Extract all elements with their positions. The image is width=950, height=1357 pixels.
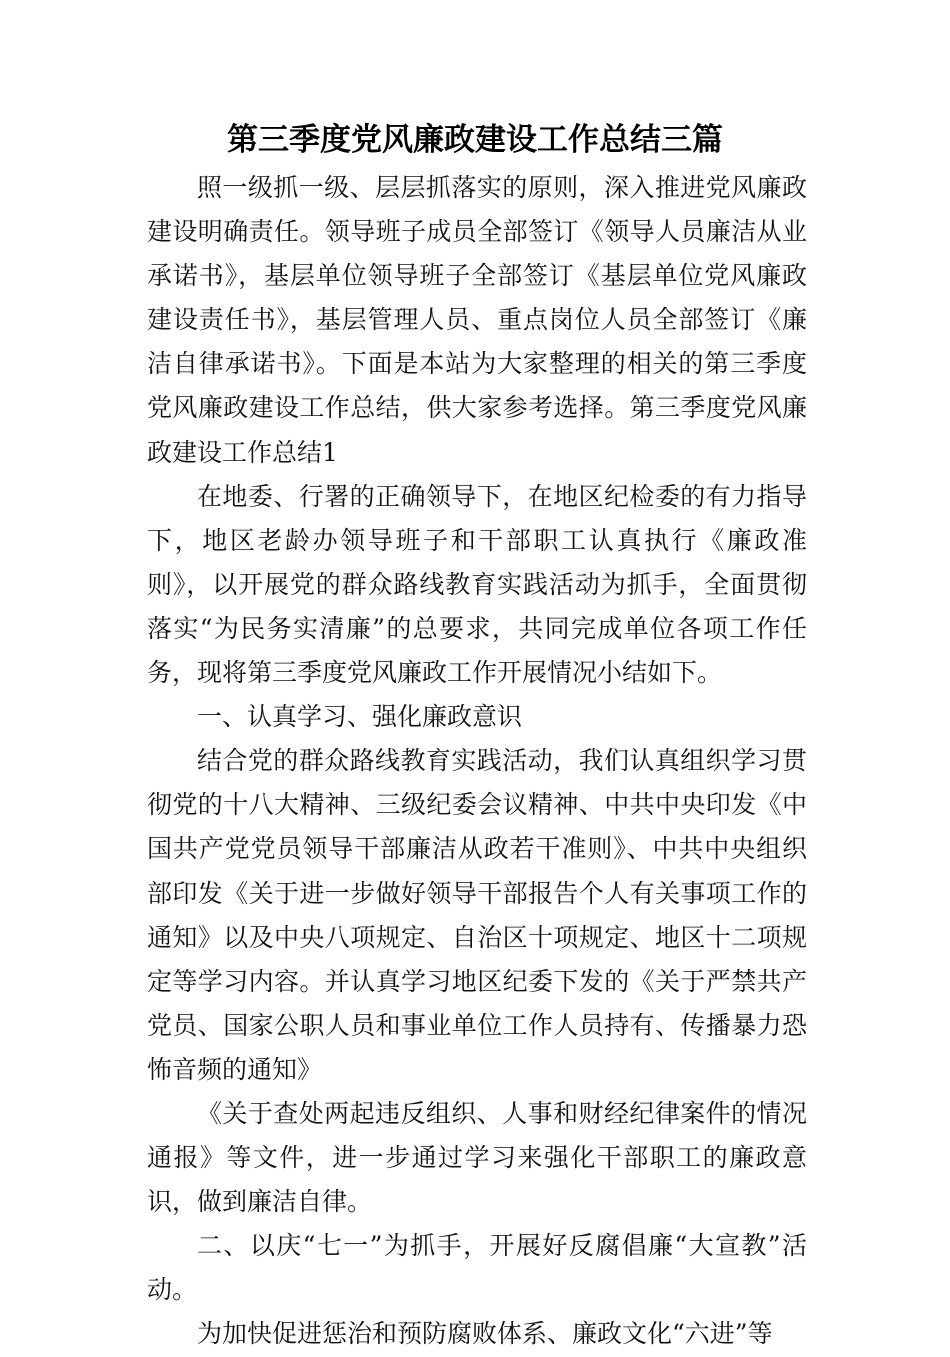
section-heading-2: 二、以庆“七一”为抓手，开展好反腐倡廉“大宣教”活动。 — [147, 1231, 807, 1305]
section-heading-1: 一、认真学习、强化廉政意识 — [197, 702, 523, 732]
paragraph-study: 结合党的群众路线教育实践活动，我们认真组织学习贯彻党的十八大精神、三级纪委会议精神、中共中央印发《中国共产党党员领导干部廉洁从政若干准则》、中共中央组织部印发《关于进一步做好领导干部报告个人有关事项工作的通知》以及中央八项规定、自治区十项规定、地区十二项规定等学习内容。并认真学习地区纪委下发的《关于严禁共产党员、国家公职人员和事业单位工作人员持有、传播暴力恐怖音频的通知》 — [147, 746, 807, 1084]
paragraph-leadership: 在地委、行署的正确领导下，在地区纪检委的有力指导下，地区老龄办领导班子和干部职工认真执行《廉政准则》，以开展党的群众路线教育实践活动为抓手，全面贯彻落实“为民务实清廉”的总要求，共同完成单位各项工作任务，现将第三季度党风廉政工作开展情况小结如下。 — [147, 481, 807, 688]
document-body — [147, 166, 807, 1357]
paragraph-intro: 照一级抓一级、层层抓落实的原则，深入推进党风廉政建设明确责任。领导班子成员全部签订《领导人员廉洁从业承诺书》，基层单位领导班子全部签订《基层单位党风廉政建设责任书》，基层管理人员、重点岗位人员全部签订《廉洁自律承诺书》。下面是本站为大家整理的相关的第三季度党风廉政建设工作总结，供大家参考选择。第三季度党风廉政建设工作总结1 — [147, 173, 807, 467]
paragraph-promotion: 为加快促进惩治和预防腐败体系、廉政文化“六进”等 — [197, 1319, 773, 1349]
paragraph-report: 《关于查处两起违反组织、人事和财经纪律案件的情况通报》等文件，进一步通过学习来强化干部职工的廉政意识，做到廉洁自律。 — [147, 1098, 807, 1217]
document-title: 第三季度党风廉政建设工作总结三篇 — [227, 122, 723, 158]
